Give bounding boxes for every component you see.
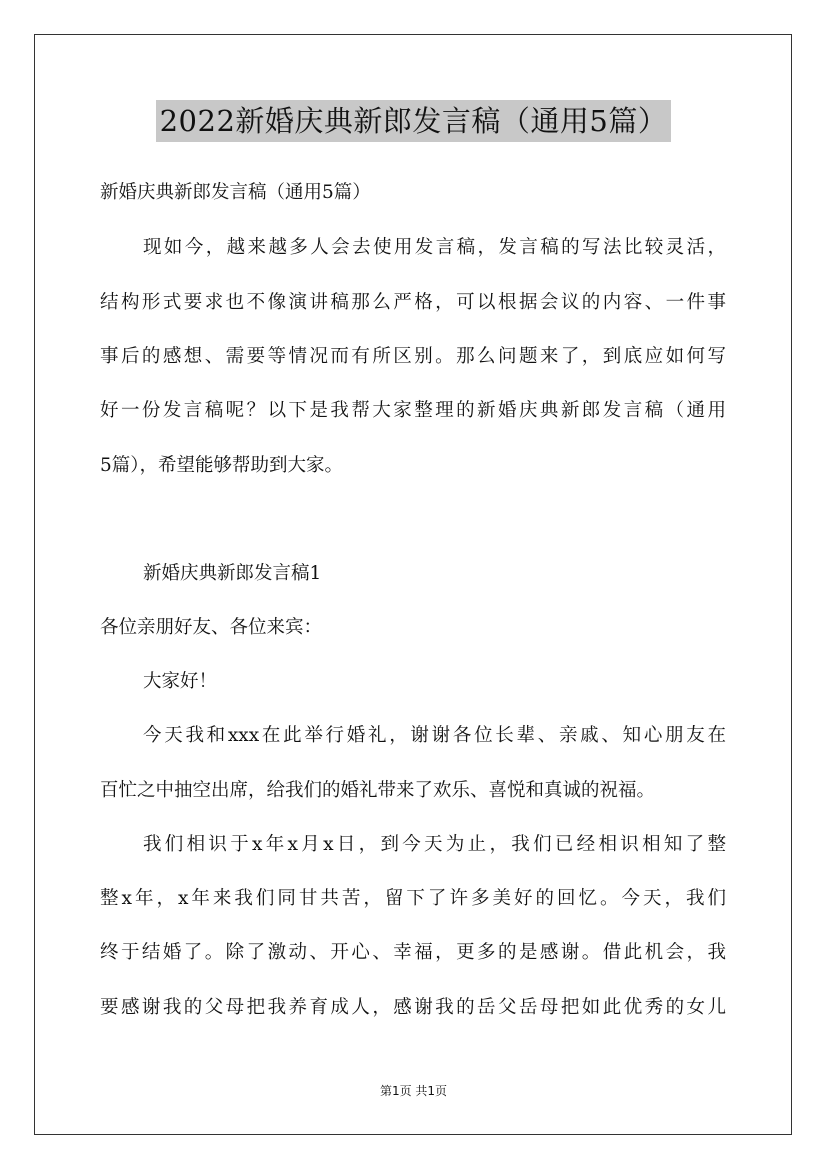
- paragraph-line: 要感谢我的父母把我养育成人，感谢我的岳父岳母把如此优秀的女儿: [100, 997, 726, 1018]
- document-subtitle: 新婚庆典新郎发言稿（通用5篇）: [100, 182, 371, 203]
- paragraph-line: 整x年，x年来我们同甘共苦，留下了许多美好的回忆。今天，我们: [100, 888, 726, 909]
- section-heading: 新婚庆典新郎发言稿1: [143, 563, 322, 584]
- paragraph-line: 今天我和xxx在此举行婚礼，谢谢各位长辈、亲戚、知心朋友在: [143, 725, 726, 746]
- page-footer: 第1页 共1页: [379, 1084, 448, 1098]
- paragraph-line: 终于结婚了。除了激动、开心、幸福，更多的是感谢。借此机会，我: [100, 942, 726, 963]
- salutation: 各位亲朋好友、各位来宾：: [100, 617, 323, 638]
- intro-line: 5篇），希望能够帮助到大家。: [100, 455, 344, 476]
- paragraph-line: 百忙之中抽空出席，给我们的婚礼带来了欢乐、喜悦和真诚的祝福。: [100, 780, 656, 801]
- greeting: 大家好！: [143, 671, 218, 692]
- title-container: [0, 100, 827, 142]
- intro-line: 事后的感想、需要等情况而有所区别。那么问题来了，到底应如何写: [100, 346, 726, 367]
- document-title: 2022新婚庆典新郎发言稿（通用5篇）: [156, 100, 672, 142]
- intro-line: 现如今，越来越多人会去使用发言稿，发言稿的写法比较灵活，: [143, 237, 726, 258]
- paragraph-line: 我们相识于x年x月x日，到今天为止，我们已经相识相知了整: [143, 834, 726, 855]
- intro-line: 结构形式要求也不像演讲稿那么严格，可以根据会议的内容、一件事: [100, 292, 726, 313]
- intro-line: 好一份发言稿呢？以下是我帮大家整理的新婚庆典新郎发言稿（通用: [100, 400, 726, 421]
